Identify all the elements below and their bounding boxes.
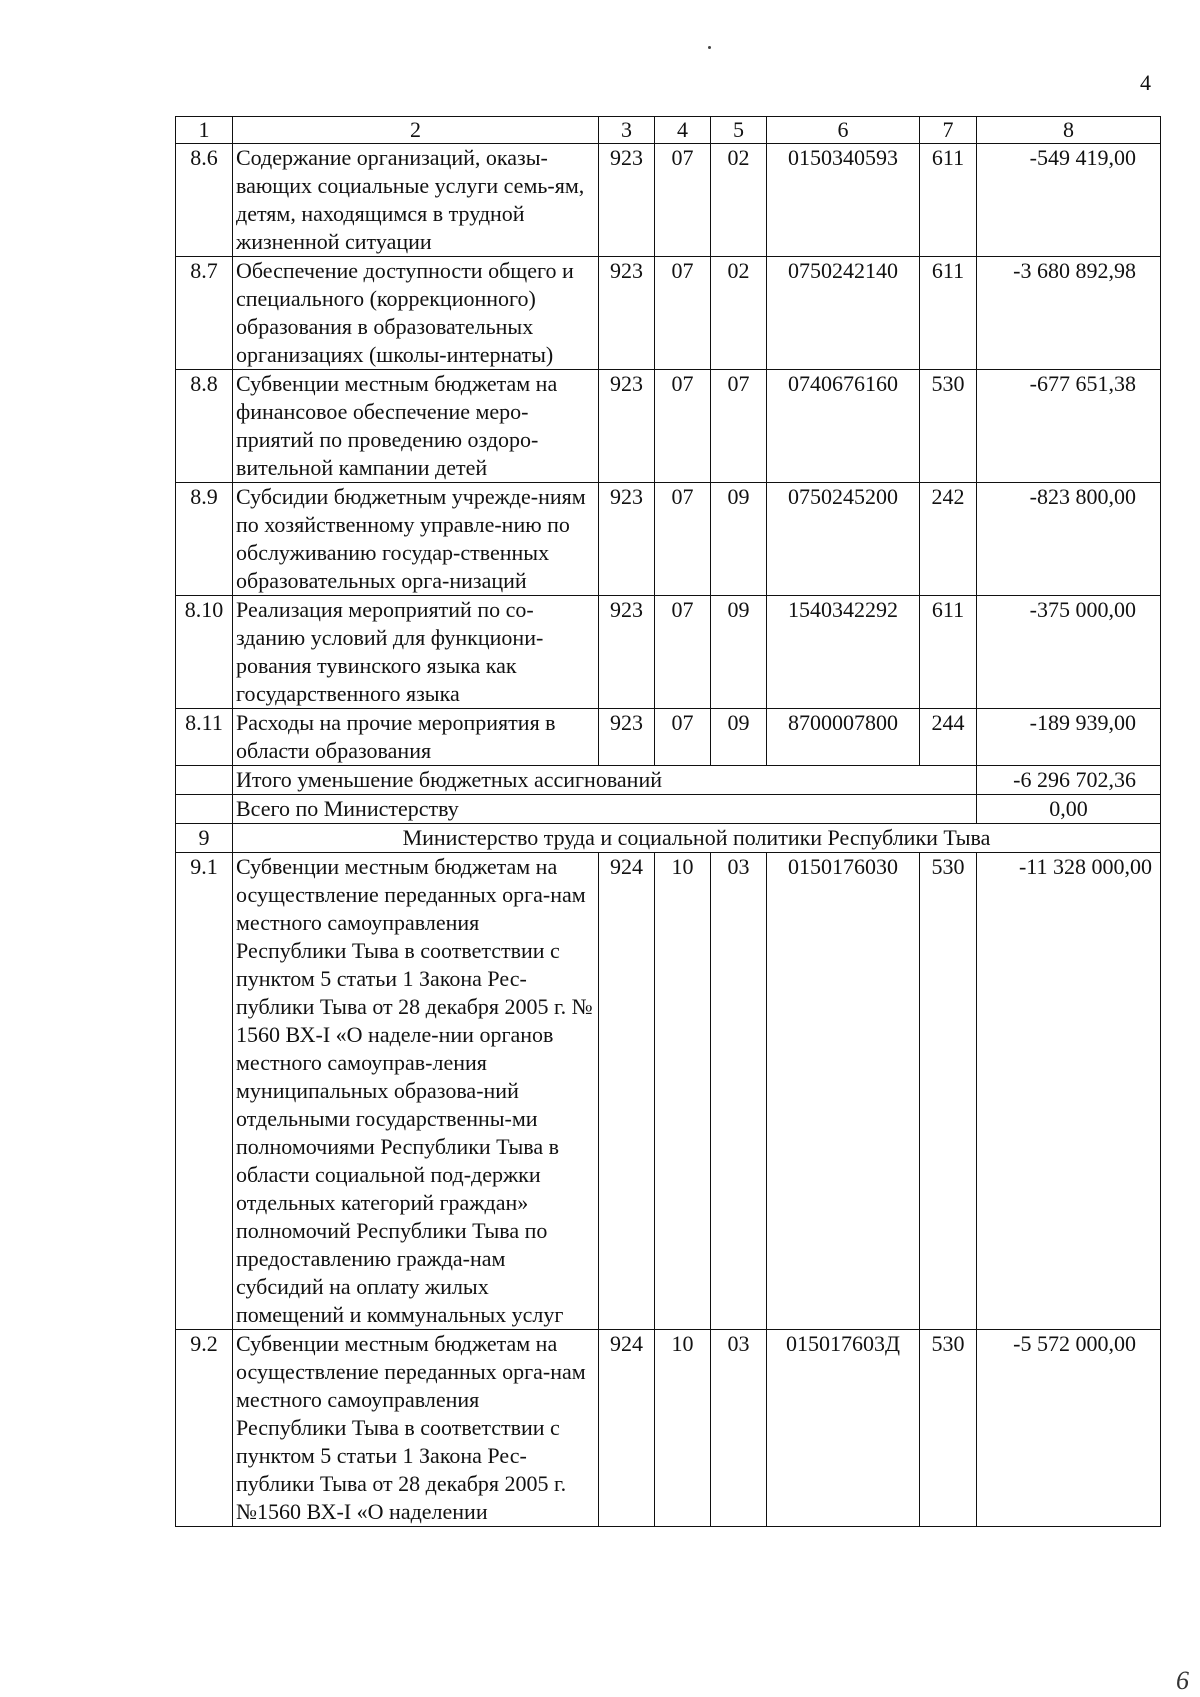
row-number: 8.7: [176, 257, 233, 370]
cell-col5: 07: [711, 370, 767, 483]
cell-amount: -375 000,00: [977, 596, 1161, 709]
cell-amount: -5 572 000,00: [977, 1330, 1161, 1527]
row-number: 8.6: [176, 144, 233, 257]
cell-col3: 924: [599, 853, 655, 1330]
row-description: Обеспечение доступности общего и специального (коррекционного) образования в образовательных организациях (школы-интернаты): [233, 257, 599, 370]
cell-col5: 02: [711, 144, 767, 257]
cell-col5: 09: [711, 596, 767, 709]
cell-col6: 0750242140: [767, 257, 920, 370]
budget-table: [175, 116, 1161, 1527]
row-description: Субвенции местным бюджетам на финансовое обеспечение меро-приятий по проведению оздоро-вительной кампании детей: [233, 370, 599, 483]
cell-col5: 03: [711, 1330, 767, 1527]
row-number: 8.9: [176, 483, 233, 596]
cell-col3: 923: [599, 370, 655, 483]
cell-col7: 530: [920, 1330, 977, 1527]
cell-col6: 0750245200: [767, 483, 920, 596]
header-cell: 6: [767, 117, 920, 144]
cell-amount: -11 328 000,00: [977, 853, 1161, 1330]
row-description: Расходы на прочие мероприятия в области образования: [233, 709, 599, 766]
table-row: [176, 257, 1161, 370]
cell-amount: -823 800,00: [977, 483, 1161, 596]
table-row: [176, 709, 1161, 766]
cell-col6: 0150340593: [767, 144, 920, 257]
cell-col6: 0150176030: [767, 853, 920, 1330]
cell-col4: 07: [655, 596, 711, 709]
cell-col5: 09: [711, 483, 767, 596]
cell-col6: 1540342292: [767, 596, 920, 709]
row-number: 8.10: [176, 596, 233, 709]
total-ministry-label: Всего по Министерству: [233, 795, 977, 824]
row-description: Субсидии бюджетным учрежде-ниям по хозяйственному управле-нию по обслуживанию государ-ственных образовательных орга-низаций: [233, 483, 599, 596]
total-ministry-value: 0,00: [977, 795, 1161, 824]
cell-col3: 923: [599, 596, 655, 709]
row-description: Реализация мероприятий по со-зданию условий для функциони-рования тувинского языка как государственного языка: [233, 596, 599, 709]
cell-col4: 10: [655, 1330, 711, 1527]
header-cell: 8: [977, 117, 1161, 144]
cell-col6: 0740676160: [767, 370, 920, 483]
total-decrease-row: [176, 766, 1161, 795]
section-row: [176, 824, 1161, 853]
row-description: Субвенции местным бюджетам на осуществление переданных орга-нам местного самоуправления Республики Тыва в соответствии с пунктом 5 статьи 1 Закона Рес-публики Тыва от 28 декабря 2005 г. № 1560 ВХ-I «О наделе-нии органов местного самоуправ-ления муниципальных образова-ний отдельными государственны-ми полномочиями Республики Тыва в области социальной под-держки отдельных категорий граждан» полномочий Республики Тыва по предоставлению гражда-нам субсидий на оплату жилых помещений и коммунальных услуг: [233, 853, 599, 1330]
cell-col4: 07: [655, 257, 711, 370]
table-row: [176, 483, 1161, 596]
cell-col7: 242: [920, 483, 977, 596]
cell-amount: -189 939,00: [977, 709, 1161, 766]
page-number: 4: [1140, 70, 1151, 95]
cell-col7: 530: [920, 853, 977, 1330]
cell-col3: 923: [599, 709, 655, 766]
section-number: 9: [176, 824, 233, 853]
total-decrease-value: -6 296 702,36: [977, 766, 1161, 795]
row-number: 8.8: [176, 370, 233, 483]
corner-mark: 6: [1176, 1666, 1189, 1695]
header-cell: 1: [176, 117, 233, 144]
cell-col3: 924: [599, 1330, 655, 1527]
table-row: [176, 144, 1161, 257]
row-description: Субвенции местным бюджетам на осуществление переданных орга-нам местного самоуправления Республики Тыва в соответствии с пунктом 5 статьи 1 Закона Рес-публики Тыва от 28 декабря 2005 г. №1560 ВХ-I «О наделении: [233, 1330, 599, 1527]
cell-col3: 923: [599, 257, 655, 370]
total-decrease-label: Итого уменьшение бюджетных ассигнований: [233, 766, 977, 795]
cell-amount: -677 651,38: [977, 370, 1161, 483]
header-cell: 2: [233, 117, 599, 144]
cell-col7: 611: [920, 596, 977, 709]
cell-col4: 07: [655, 144, 711, 257]
cell-col7: 611: [920, 144, 977, 257]
cell-col5: 03: [711, 853, 767, 1330]
empty-cell: [176, 766, 233, 795]
cell-col4: 07: [655, 483, 711, 596]
cell-col7: 530: [920, 370, 977, 483]
table-row: [176, 853, 1161, 1330]
header-cell: 3: [599, 117, 655, 144]
header-row: [176, 117, 1161, 144]
header-cell: 4: [655, 117, 711, 144]
row-description: Содержание организаций, оказы-вающих социальные услуги семь-ям, детям, находящимся в трудной жизненной ситуации: [233, 144, 599, 257]
cell-col7: 611: [920, 257, 977, 370]
cell-col7: 244: [920, 709, 977, 766]
cell-col4: 10: [655, 853, 711, 1330]
cell-amount: -549 419,00: [977, 144, 1161, 257]
cell-col3: 923: [599, 483, 655, 596]
row-number: 9.1: [176, 853, 233, 1330]
scan-dot: [708, 46, 711, 49]
cell-col5: 09: [711, 709, 767, 766]
table-row: [176, 596, 1161, 709]
cell-col4: 07: [655, 709, 711, 766]
empty-cell: [176, 795, 233, 824]
total-ministry-row: [176, 795, 1161, 824]
section-title: Министерство труда и социальной политики Республики Тыва: [233, 824, 1161, 853]
row-number: 9.2: [176, 1330, 233, 1527]
cell-col6: 015017603Д: [767, 1330, 920, 1527]
header-cell: 7: [920, 117, 977, 144]
table-row: [176, 370, 1161, 483]
cell-col3: 923: [599, 144, 655, 257]
row-number: 8.11: [176, 709, 233, 766]
table-row: [176, 1330, 1161, 1527]
cell-col5: 02: [711, 257, 767, 370]
cell-amount: -3 680 892,98: [977, 257, 1161, 370]
cell-col4: 07: [655, 370, 711, 483]
header-cell: 5: [711, 117, 767, 144]
cell-col6: 8700007800: [767, 709, 920, 766]
table-body: [176, 117, 1161, 1527]
